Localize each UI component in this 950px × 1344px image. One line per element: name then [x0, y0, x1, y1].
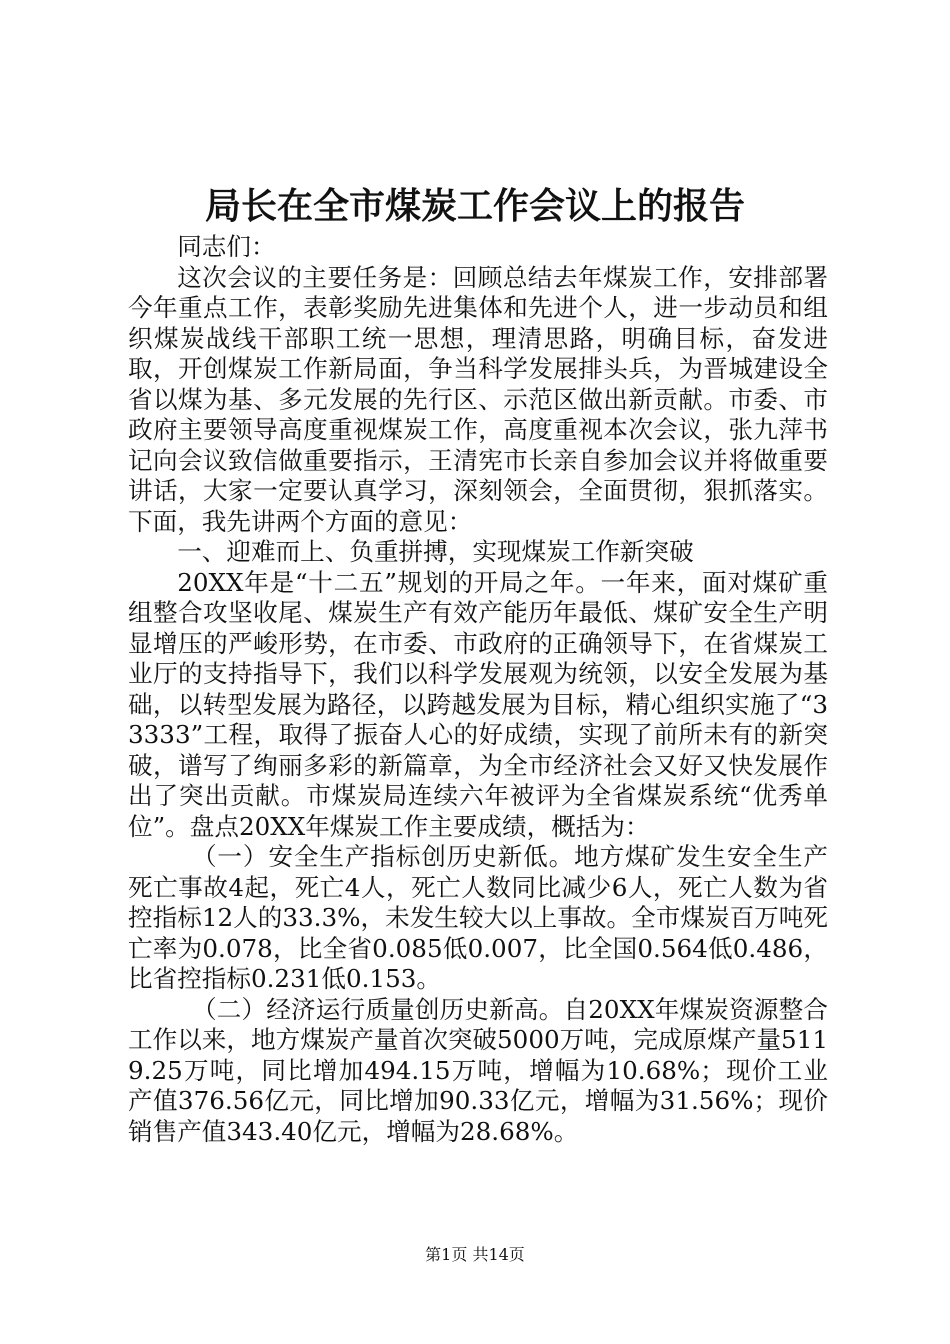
paragraph-economy: （二）经济运行质量创历史新高。自20XX年煤炭资源整合工作以来，地方煤炭产量首次突破5000万吨，完成原煤产量5119.25万吨，同比增加494.15万吨，增幅为10.68%；现价工业产值376.56亿元，同比增加90.33亿元，增幅为31.56%；现价销售产值343.40亿元，增幅为28.68%。	[128, 994, 828, 1146]
section-heading-1: 一、迎难而上、负重拼搏，实现煤炭工作新突破	[177, 537, 694, 566]
paragraph-safety: （一）安全生产指标创历史新低。地方煤矿发生安全生产死亡事故4起，死亡4人，死亡人数同比减少6人，死亡人数为省控指标12人的33.3%，未发生较大以上事故。全市煤炭百万吨死亡率为0.078，比全省0.085低0.007，比全国0.564低0.486，比省控指标0.231低0.153。	[128, 842, 828, 993]
document-body	[128, 232, 828, 1147]
document-title: 局长在全市煤炭工作会议上的报告	[204, 186, 745, 227]
paragraph-review: 20XX年是“十二五”规划的开局之年。一年来，面对煤矿重组整合攻坚收尾、煤炭生产有效产能历年最低、煤矿安全生产明显增压的严峻形势，在市委、市政府的正确领导下，在省煤炭工业厅的支持指导下，我们以科学发展观为统领，以安全发展为基础，以转型发展为路径，以跨越发展为目标，精心组织实施了“33333”工程，取得了振奋人心的好成绩，实现了前所未有的新突破，谱写了绚丽多彩的新篇章，为全市经济社会又好又快发展作出了突出贡献。市煤炭局连续六年被评为全省煤炭系统“优秀单位”。盘点20XX年煤炭工作主要成绩，概括为：	[128, 567, 828, 841]
salutation: 同志们：	[177, 232, 276, 261]
paragraph-intro: 这次会议的主要任务是：回顾总结去年煤炭工作，安排部署今年重点工作，表彰奖励先进集体和先进个人，进一步动员和组织煤炭战线干部职工统一思想，理清思路，明确目标，奋发进取，开创煤炭工作新局面，争当科学发展排头兵，为晋城建设全省以煤为基、多元发展的先行区、示范区做出新贡献。市委、市政府主要领导高度重视煤炭工作，高度重视本次会议，张九萍书记向会议致信做重要指示，王清宪市长亲自参加会议并将做重要讲话，大家一定要认真学习，深刻领会，全面贯彻，狠抓落实。下面，我先讲两个方面的意见：	[128, 262, 828, 536]
page-footer: 第1页 共14页	[425, 1245, 525, 1264]
